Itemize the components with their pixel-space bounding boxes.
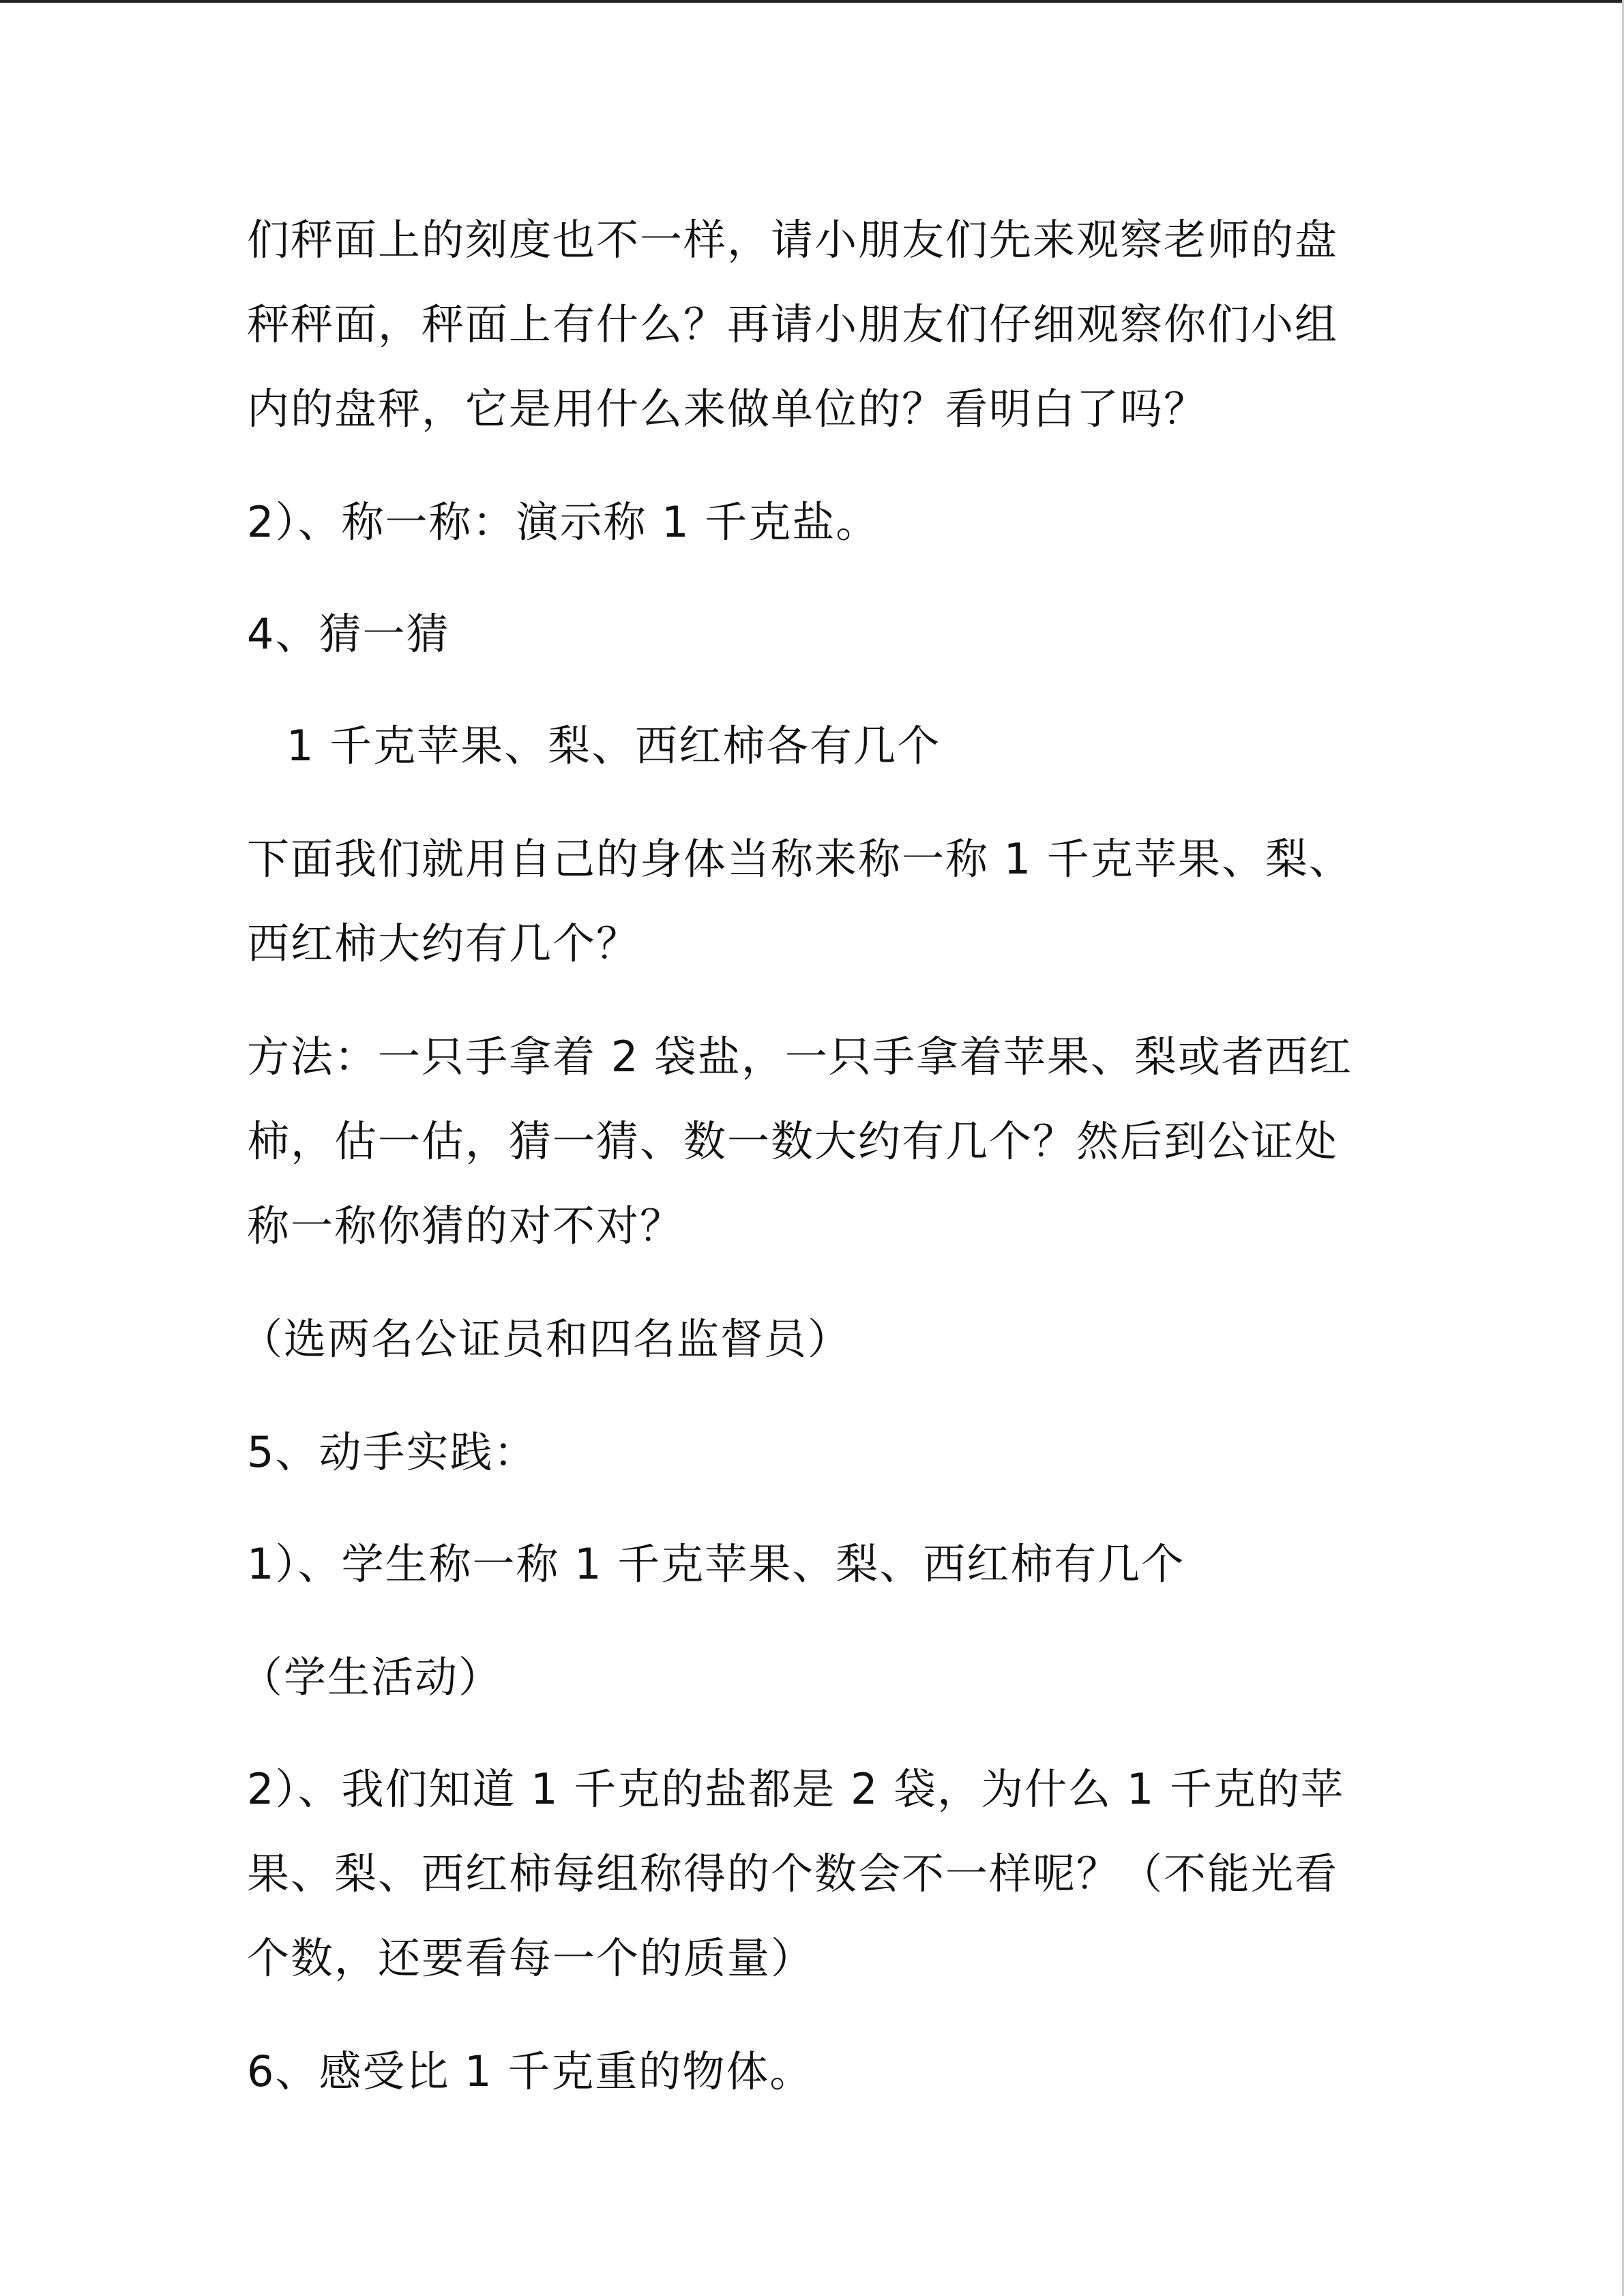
text-line: （学生活动） [240, 1652, 503, 1702]
text-line: 2）、称一称：演示称 1 千克盐。 [247, 497, 880, 547]
text-line: 6、感受比 1 千克重的物体。 [247, 2046, 814, 2096]
text-line: 秤秤面，秤面上有什么？再请小朋友们仔细观察你们小组 [247, 299, 1339, 349]
text-line: 方法：一只手拿着 2 袋盐，一只手拿着苹果、梨或者西红 [247, 1032, 1353, 1082]
top-border [0, 0, 1624, 3]
text-line: 果、梨、西红柿每组称得的个数会不一样呢？（不能光看 [247, 1849, 1339, 1898]
text-line: （选两名公证员和四名监督员） [240, 1314, 852, 1364]
text-line: 称一称你猜的对不对？ [247, 1201, 684, 1251]
text-line: 2）、我们知道 1 千克的盐都是 2 袋，为什么 1 千克的苹 [247, 1764, 1345, 1814]
text-line: 1）、学生称一称 1 千克苹果、梨、西红柿有几个 [247, 1539, 1185, 1589]
text-line: 5、动手实践： [247, 1427, 537, 1477]
text-line: 下面我们就用自己的身体当称来称一称 1 千克苹果、梨、 [247, 834, 1353, 884]
text-line: 西红柿大约有几个？ [247, 919, 640, 968]
text-line: 1 千克苹果、梨、西红柿各有几个 [286, 721, 941, 771]
text-line: 柿，估一估，猜一猜、数一数大约有几个？然后到公证处 [247, 1116, 1339, 1166]
text-line: 4、猜一猜 [247, 609, 450, 659]
text-line: 个数，还要看每一个的质量） [247, 1933, 815, 1983]
text-line: 内的盘秤，它是用什么来做单位的？看明白了吗？ [247, 384, 1208, 434]
text-line: 们秤面上的刻度也不一样，请小朋友们先来观察老师的盘 [247, 215, 1339, 265]
